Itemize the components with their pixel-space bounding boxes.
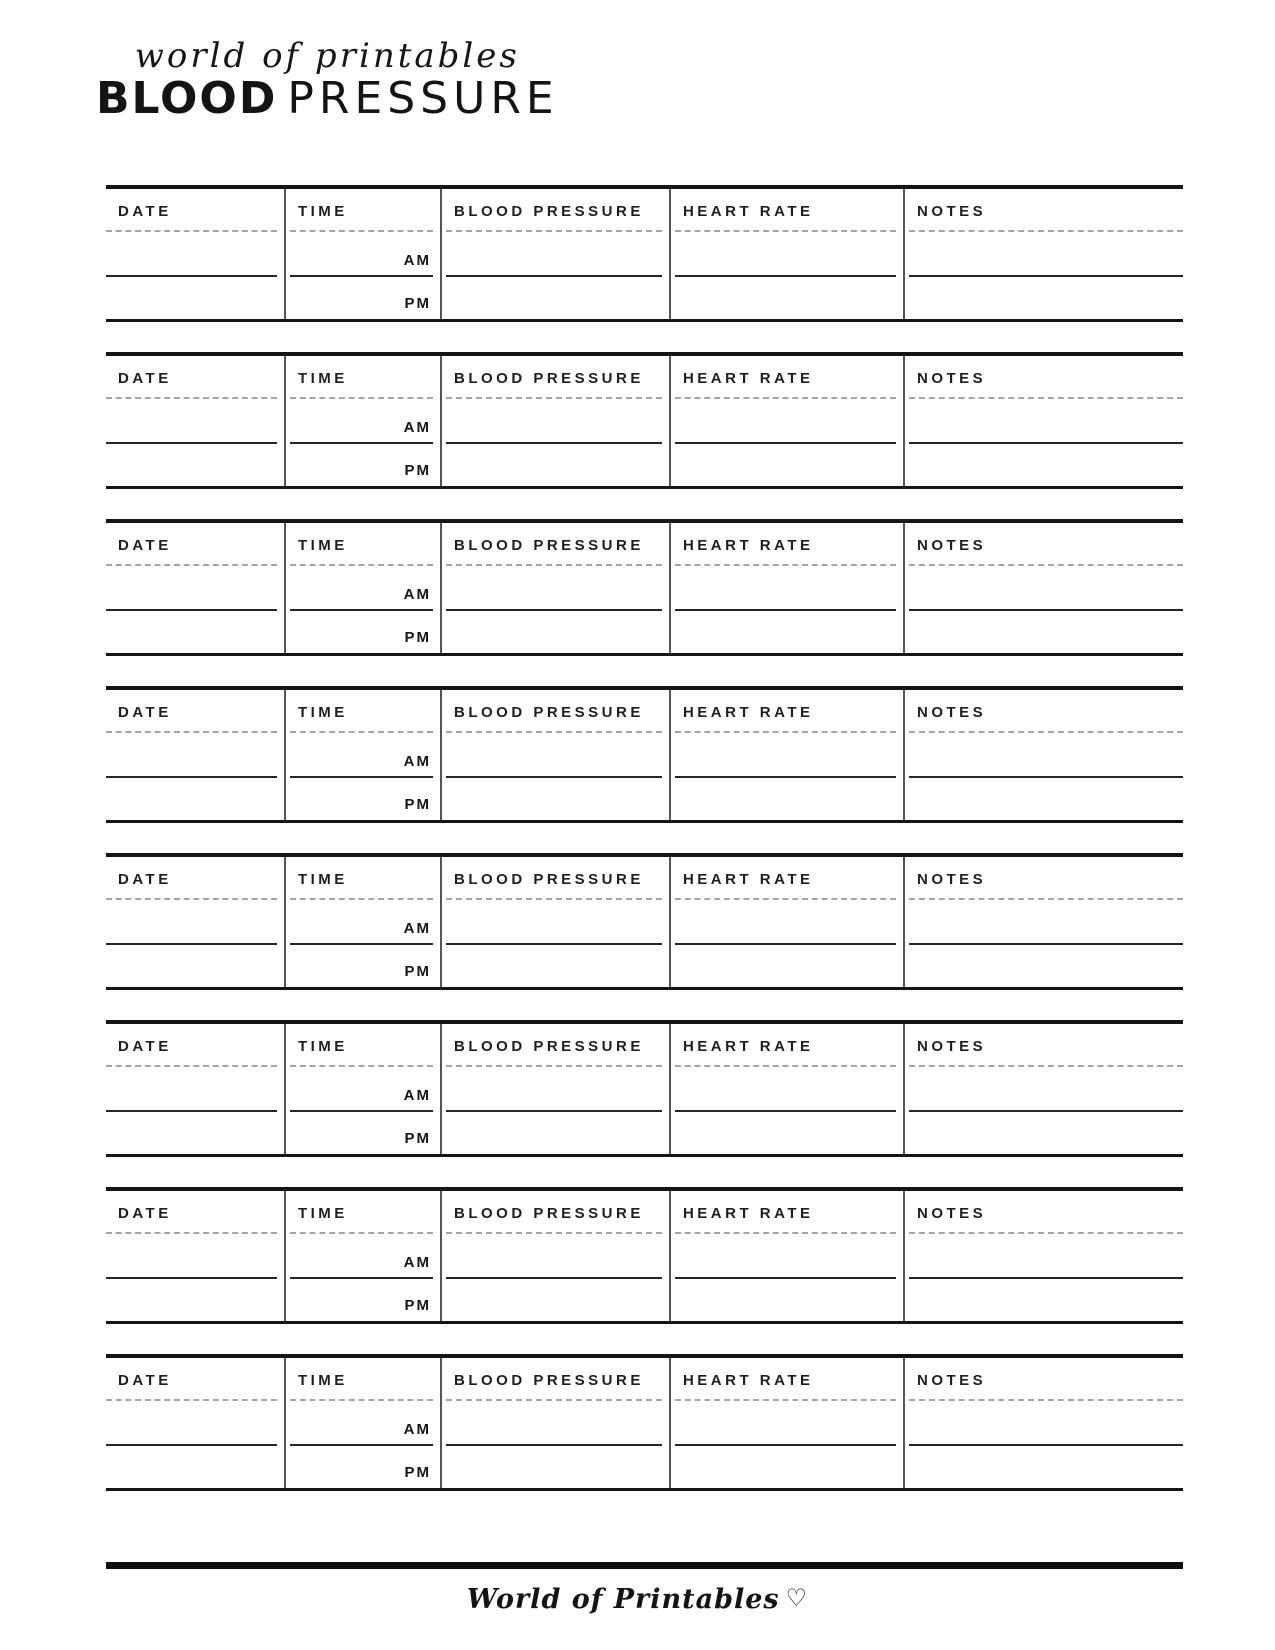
log-blocks (106, 185, 1183, 1521)
page-title-light: PRESSURE (287, 73, 559, 125)
date-pm-field (106, 1111, 286, 1154)
blood-pressure-am-field (442, 1066, 671, 1111)
time-am-field (286, 398, 442, 443)
blood-pressure-pm-field (442, 610, 671, 653)
heart-rate-column-label: HEART RATE (682, 1205, 814, 1222)
blood-pressure-column-label: BLOOD PRESSURE (454, 1205, 644, 1222)
heart-rate-column-header (671, 189, 905, 231)
notes-column-label: NOTES (917, 1038, 987, 1055)
log-block (106, 686, 1183, 823)
date-column-label: DATE (118, 1372, 172, 1389)
heart-rate-column-label: HEART RATE (682, 1038, 814, 1055)
heart-rate-column-label: HEART RATE (682, 537, 814, 554)
am-label: AM (403, 920, 431, 937)
blood-pressure-pm-field (442, 1278, 671, 1321)
heart-rate-pm-field (671, 276, 905, 319)
heart-rate-pm-field (671, 1278, 905, 1321)
blood-pressure-column-label: BLOOD PRESSURE (454, 203, 644, 220)
log-block (106, 352, 1183, 489)
blood-pressure-am-field (442, 899, 671, 944)
notes-pm-field (905, 1111, 1183, 1154)
blood-pressure-am-field (442, 1233, 671, 1278)
notes-pm-field (905, 1445, 1183, 1488)
notes-column-header (905, 189, 1183, 231)
log-block (106, 1020, 1183, 1157)
date-am-field (106, 565, 286, 610)
heart-rate-pm-field (671, 610, 905, 653)
heart-rate-am-field (671, 565, 905, 610)
time-column-header (286, 523, 442, 565)
time-column-label: TIME (297, 1372, 348, 1389)
date-column-label: DATE (118, 203, 172, 220)
date-pm-field (106, 1445, 286, 1488)
page-title (96, 73, 559, 125)
time-am-field (286, 899, 442, 944)
blood-pressure-column-label: BLOOD PRESSURE (454, 871, 644, 888)
brand-script-text: world of printables (134, 36, 520, 76)
date-am-field (106, 899, 286, 944)
notes-am-field (905, 1066, 1183, 1111)
date-column-header (106, 523, 286, 565)
pm-label: PM (404, 295, 431, 312)
page-title-bold: BLOOD (96, 73, 278, 125)
notes-column-label: NOTES (917, 1205, 987, 1222)
time-pm-field (286, 610, 442, 653)
heart-rate-am-field (671, 1400, 905, 1445)
date-am-field (106, 1400, 286, 1445)
time-pm-field (286, 1445, 442, 1488)
time-pm-field (286, 944, 442, 987)
time-column-header (286, 1024, 442, 1066)
notes-column-label: NOTES (917, 537, 987, 554)
date-pm-field (106, 1278, 286, 1321)
date-column-header (106, 1191, 286, 1233)
time-column-label: TIME (297, 871, 348, 888)
date-pm-field (106, 443, 286, 486)
blood-pressure-column-label: BLOOD PRESSURE (454, 537, 644, 554)
notes-pm-field (905, 443, 1183, 486)
blood-pressure-column-header (442, 356, 671, 398)
pm-label: PM (404, 796, 431, 813)
heart-rate-column-header (671, 523, 905, 565)
notes-am-field (905, 1400, 1183, 1445)
notes-am-field (905, 899, 1183, 944)
date-column-header (106, 857, 286, 899)
heart-rate-am-field (671, 231, 905, 276)
log-block (106, 1354, 1183, 1491)
notes-column-header (905, 356, 1183, 398)
am-label: AM (403, 586, 431, 603)
log-block (106, 185, 1183, 322)
blood-pressure-column-header (442, 690, 671, 732)
time-column-header (286, 356, 442, 398)
heart-rate-am-field (671, 1066, 905, 1111)
footer-logo-text: World of Printables (466, 1584, 780, 1615)
date-column-label: DATE (118, 704, 172, 721)
log-block (106, 1187, 1183, 1324)
heart-rate-column-label: HEART RATE (682, 370, 814, 387)
notes-pm-field (905, 777, 1183, 820)
notes-column-label: NOTES (917, 871, 987, 888)
heart-rate-pm-field (671, 777, 905, 820)
notes-am-field (905, 1233, 1183, 1278)
heart-rate-column-header (671, 857, 905, 899)
time-pm-field (286, 1278, 442, 1321)
heart-rate-column-header (671, 1358, 905, 1400)
date-pm-field (106, 944, 286, 987)
date-column-label: DATE (118, 537, 172, 554)
date-column-header (106, 1024, 286, 1066)
blood-pressure-pm-field (442, 1111, 671, 1154)
blood-pressure-column-header (442, 1358, 671, 1400)
heart-rate-pm-field (671, 443, 905, 486)
log-block (106, 519, 1183, 656)
date-am-field (106, 1066, 286, 1111)
notes-column-header (905, 1191, 1183, 1233)
date-column-header (106, 356, 286, 398)
blood-pressure-pm-field (442, 1445, 671, 1488)
notes-am-field (905, 732, 1183, 777)
heart-rate-column-label: HEART RATE (682, 704, 814, 721)
blood-pressure-am-field (442, 732, 671, 777)
date-am-field (106, 732, 286, 777)
heart-rate-column-header (671, 1191, 905, 1233)
blood-pressure-column-header (442, 857, 671, 899)
am-label: AM (403, 419, 431, 436)
am-label: AM (403, 1087, 431, 1104)
date-am-field (106, 231, 286, 276)
time-column-header (286, 189, 442, 231)
time-column-label: TIME (297, 1038, 348, 1055)
log-block (106, 853, 1183, 990)
time-pm-field (286, 276, 442, 319)
heart-rate-pm-field (671, 944, 905, 987)
heart-rate-column-label: HEART RATE (682, 203, 814, 220)
blood-pressure-column-header (442, 1191, 671, 1233)
time-column-header (286, 857, 442, 899)
heart-rate-am-field (671, 899, 905, 944)
time-column-label: TIME (297, 203, 348, 220)
blood-pressure-pm-field (442, 276, 671, 319)
heart-rate-column-header (671, 1024, 905, 1066)
date-column-label: DATE (118, 1205, 172, 1222)
notes-am-field (905, 398, 1183, 443)
notes-am-field (905, 565, 1183, 610)
heart-rate-am-field (671, 1233, 905, 1278)
notes-column-label: NOTES (917, 1372, 987, 1389)
heart-icon: ♡ (785, 1584, 809, 1612)
time-pm-field (286, 443, 442, 486)
blood-pressure-am-field (442, 565, 671, 610)
footer-logo (0, 1584, 1275, 1615)
date-column-label: DATE (118, 1038, 172, 1055)
pm-label: PM (404, 963, 431, 980)
blood-pressure-column-label: BLOOD PRESSURE (454, 370, 644, 387)
notes-pm-field (905, 610, 1183, 653)
time-am-field (286, 732, 442, 777)
time-column-label: TIME (297, 370, 348, 387)
pm-label: PM (404, 1130, 431, 1147)
blood-pressure-column-header (442, 523, 671, 565)
time-am-field (286, 565, 442, 610)
date-am-field (106, 398, 286, 443)
time-pm-field (286, 1111, 442, 1154)
blood-pressure-column-label: BLOOD PRESSURE (454, 1372, 644, 1389)
footer-rule (106, 1562, 1183, 1569)
date-column-header (106, 189, 286, 231)
notes-column-header (905, 690, 1183, 732)
heart-rate-am-field (671, 732, 905, 777)
blood-pressure-am-field (442, 1400, 671, 1445)
notes-column-header (905, 857, 1183, 899)
blood-pressure-pm-field (442, 443, 671, 486)
blood-pressure-column-label: BLOOD PRESSURE (454, 704, 644, 721)
notes-pm-field (905, 1278, 1183, 1321)
blood-pressure-pm-field (442, 944, 671, 987)
notes-column-label: NOTES (917, 704, 987, 721)
notes-column-label: NOTES (917, 370, 987, 387)
pm-label: PM (404, 462, 431, 479)
blood-pressure-pm-field (442, 777, 671, 820)
blood-pressure-column-header (442, 1024, 671, 1066)
page-header (96, 36, 559, 125)
date-pm-field (106, 276, 286, 319)
pm-label: PM (404, 1464, 431, 1481)
time-am-field (286, 1400, 442, 1445)
notes-column-label: NOTES (917, 203, 987, 220)
heart-rate-am-field (671, 398, 905, 443)
time-am-field (286, 231, 442, 276)
time-column-header (286, 690, 442, 732)
time-column-header (286, 1358, 442, 1400)
date-column-header (106, 690, 286, 732)
heart-rate-column-label: HEART RATE (682, 1372, 814, 1389)
pm-label: PM (404, 1297, 431, 1314)
time-am-field (286, 1233, 442, 1278)
notes-pm-field (905, 944, 1183, 987)
time-am-field (286, 1066, 442, 1111)
blood-pressure-column-label: BLOOD PRESSURE (454, 1038, 644, 1055)
notes-column-header (905, 1024, 1183, 1066)
date-column-label: DATE (118, 871, 172, 888)
date-column-label: DATE (118, 370, 172, 387)
notes-pm-field (905, 276, 1183, 319)
notes-column-header (905, 1358, 1183, 1400)
am-label: AM (403, 753, 431, 770)
blood-pressure-column-header (442, 189, 671, 231)
heart-rate-column-label: HEART RATE (682, 871, 814, 888)
pm-label: PM (404, 629, 431, 646)
heart-rate-pm-field (671, 1445, 905, 1488)
notes-am-field (905, 231, 1183, 276)
heart-rate-column-header (671, 690, 905, 732)
blood-pressure-am-field (442, 398, 671, 443)
am-label: AM (403, 252, 431, 269)
notes-column-header (905, 523, 1183, 565)
am-label: AM (403, 1254, 431, 1271)
time-column-label: TIME (297, 537, 348, 554)
date-am-field (106, 1233, 286, 1278)
time-pm-field (286, 777, 442, 820)
time-column-label: TIME (297, 704, 348, 721)
am-label: AM (403, 1421, 431, 1438)
time-column-header (286, 1191, 442, 1233)
heart-rate-column-header (671, 356, 905, 398)
blood-pressure-am-field (442, 231, 671, 276)
date-pm-field (106, 610, 286, 653)
heart-rate-pm-field (671, 1111, 905, 1154)
date-pm-field (106, 777, 286, 820)
time-column-label: TIME (297, 1205, 348, 1222)
date-column-header (106, 1358, 286, 1400)
